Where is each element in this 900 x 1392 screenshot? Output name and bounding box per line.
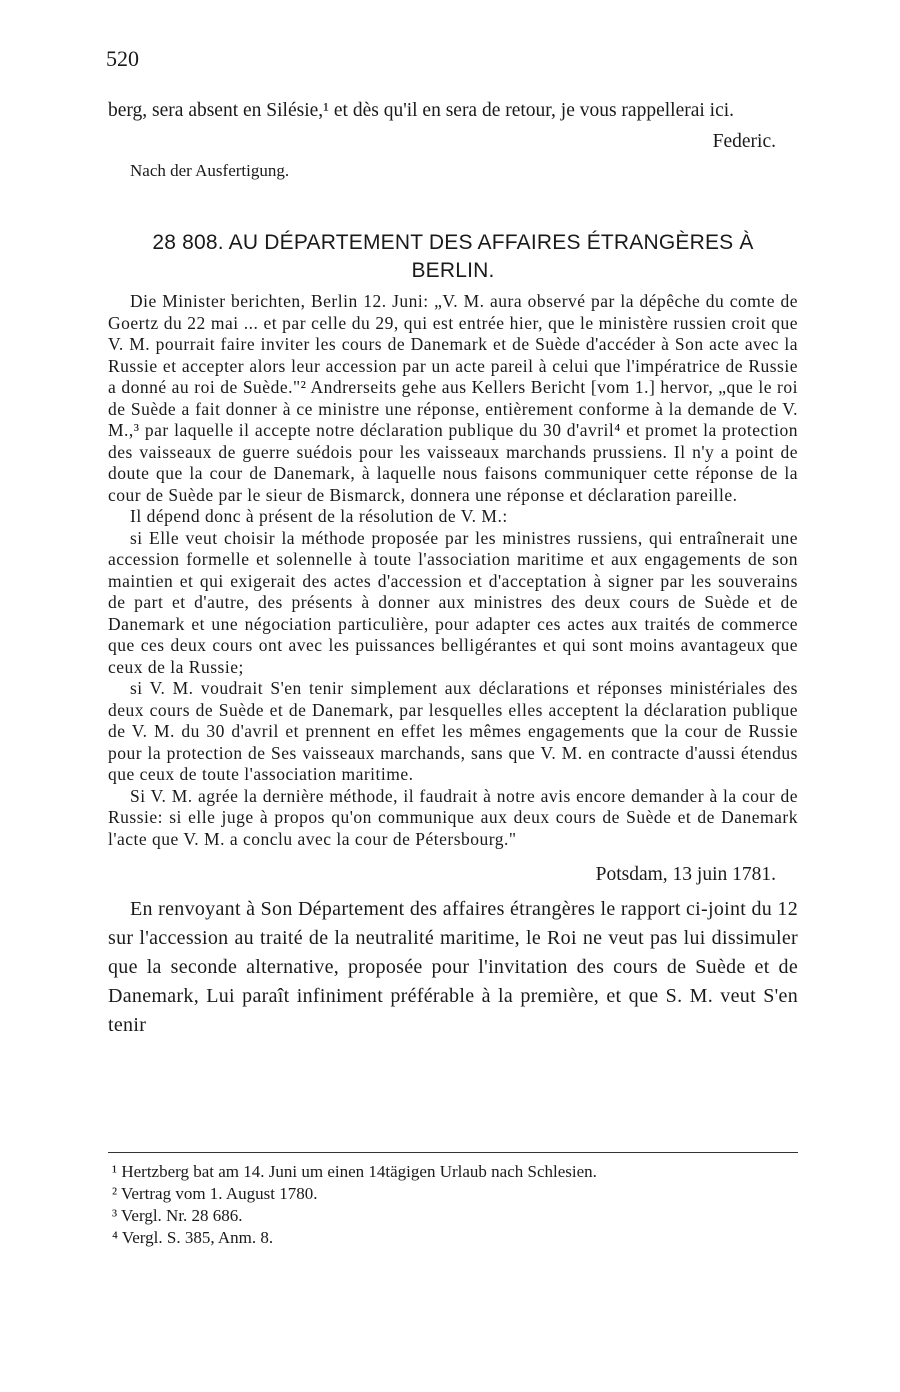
- summary-paragraph: Si V. M. agrée la dernière méthode, il faudrait à notre avis encore demander à la cour de Russie: si elle juge à propos qu'on communique aux deux cours de Suède et de Danemark l'acte que V. M. a conclu avec la cour de Pétersbourg.": [108, 785, 798, 849]
- source-note: Nach der Ausfertigung.: [130, 161, 290, 180]
- footnotes: [108, 1152, 798, 1249]
- footnote: ² Vertrag vom 1. August 1780.: [112, 1184, 318, 1203]
- top-paragraph: berg, sera absent en Silésie,¹ et dès qu'il en sera de retour, je vous rappellerai ici.: [108, 100, 735, 121]
- signature: Federic.: [712, 131, 776, 152]
- dateline: Potsdam, 13 juin 1781.: [595, 864, 776, 885]
- minister-report-summary: [108, 291, 798, 850]
- page-body: [108, 96, 798, 1040]
- footnote: ³ Vergl. Nr. 28 686.: [112, 1206, 243, 1225]
- summary-paragraph: Il dépend donc à présent de la résolution de V. M.:: [130, 506, 508, 526]
- section-title: 28 808. AU DÉPARTEMENT DES AFFAIRES ÉTRANGÈRES À BERLIN.: [152, 231, 754, 282]
- summary-paragraph: si V. M. voudrait S'en tenir simplement aux déclarations et réponses ministériales des deux cours de Suède et de Danemark, par lesquelles elles acceptent la déclaration publique de V. M. du 30 d'avril et prennent en effet les mêmes engagements que la cour de Russie pour la protection de Ses vaisseaux marchands, sans que V. M. en contracte d'aussi étendus que ceux de toute l'association maritime.: [108, 678, 798, 784]
- footnote: ¹ Hertzberg bat am 14. Juni um einen 14tägigen Urlaub nach Schlesien.: [112, 1162, 597, 1181]
- summary-paragraph: Die Minister berichten, Berlin 12. Juni: „V. M. aura observé par la dépêche du comte de Goertz du 22 mai ... et par celle du 29, qui est entrée hier, que le ministère russien croit que V. M. pourrait faire inviter les cours de Danemark et de Suède d'accéder à Son acte avec la Russie et accepter alors leur accession par un acte pareil à celui que l'impératrice de Russie a donné au roi de Suède."² Andrerseits gehe aus Kellers Bericht [vom 1.] hervor, „que le roi de Suède a fait donner à ce ministre une réponse, entièrement conforme à la demande de V. M.,³ par laquelle il accepte notre déclaration publique du 30 d'avril⁴ et promet la protection des vaisseaux de guerre suédois pour les vaisseaux marchands prussiens. Il n'y a point de doute que la cour de Danemark, à laquelle nous faisons communiquer cette réponse de la cour de Suède par le sieur de Bismarck, donnera une réponse et déclaration pareille.: [108, 291, 798, 505]
- letter-paragraph: En renvoyant à Son Département des affaires étrangères le rapport ci-joint du 12 sur l'accession au traité de la neutralité maritime, le Roi ne veut pas lui dissimuler que la seconde alternative, proposée pour l'invitation des cours de Suède et de Danemark, Lui paraît infiniment préférable à la première, et que S. M. veut S'en tenir: [108, 898, 798, 1036]
- footnote: ⁴ Vergl. S. 385, Anm. 8.: [112, 1228, 274, 1247]
- summary-paragraph: si Elle veut choisir la méthode proposée par les ministres russiens, qui entraînerait une accession formelle et solennelle à toute l'association maritime et aux engagements de son maintien et qui exigerait des actes d'accession et d'acceptation à signer par les souverains de part et d'autre, des présents à donner aux ministres des deux cours de Suède et de Danemark et une négociation particulière, pour adapter ces actes aux traités de commerce que ces deux cours ont avec les puissances belligérantes et qui sont moins avantageux que ceux de la Russie;: [108, 527, 798, 677]
- page-number: 520: [106, 46, 139, 71]
